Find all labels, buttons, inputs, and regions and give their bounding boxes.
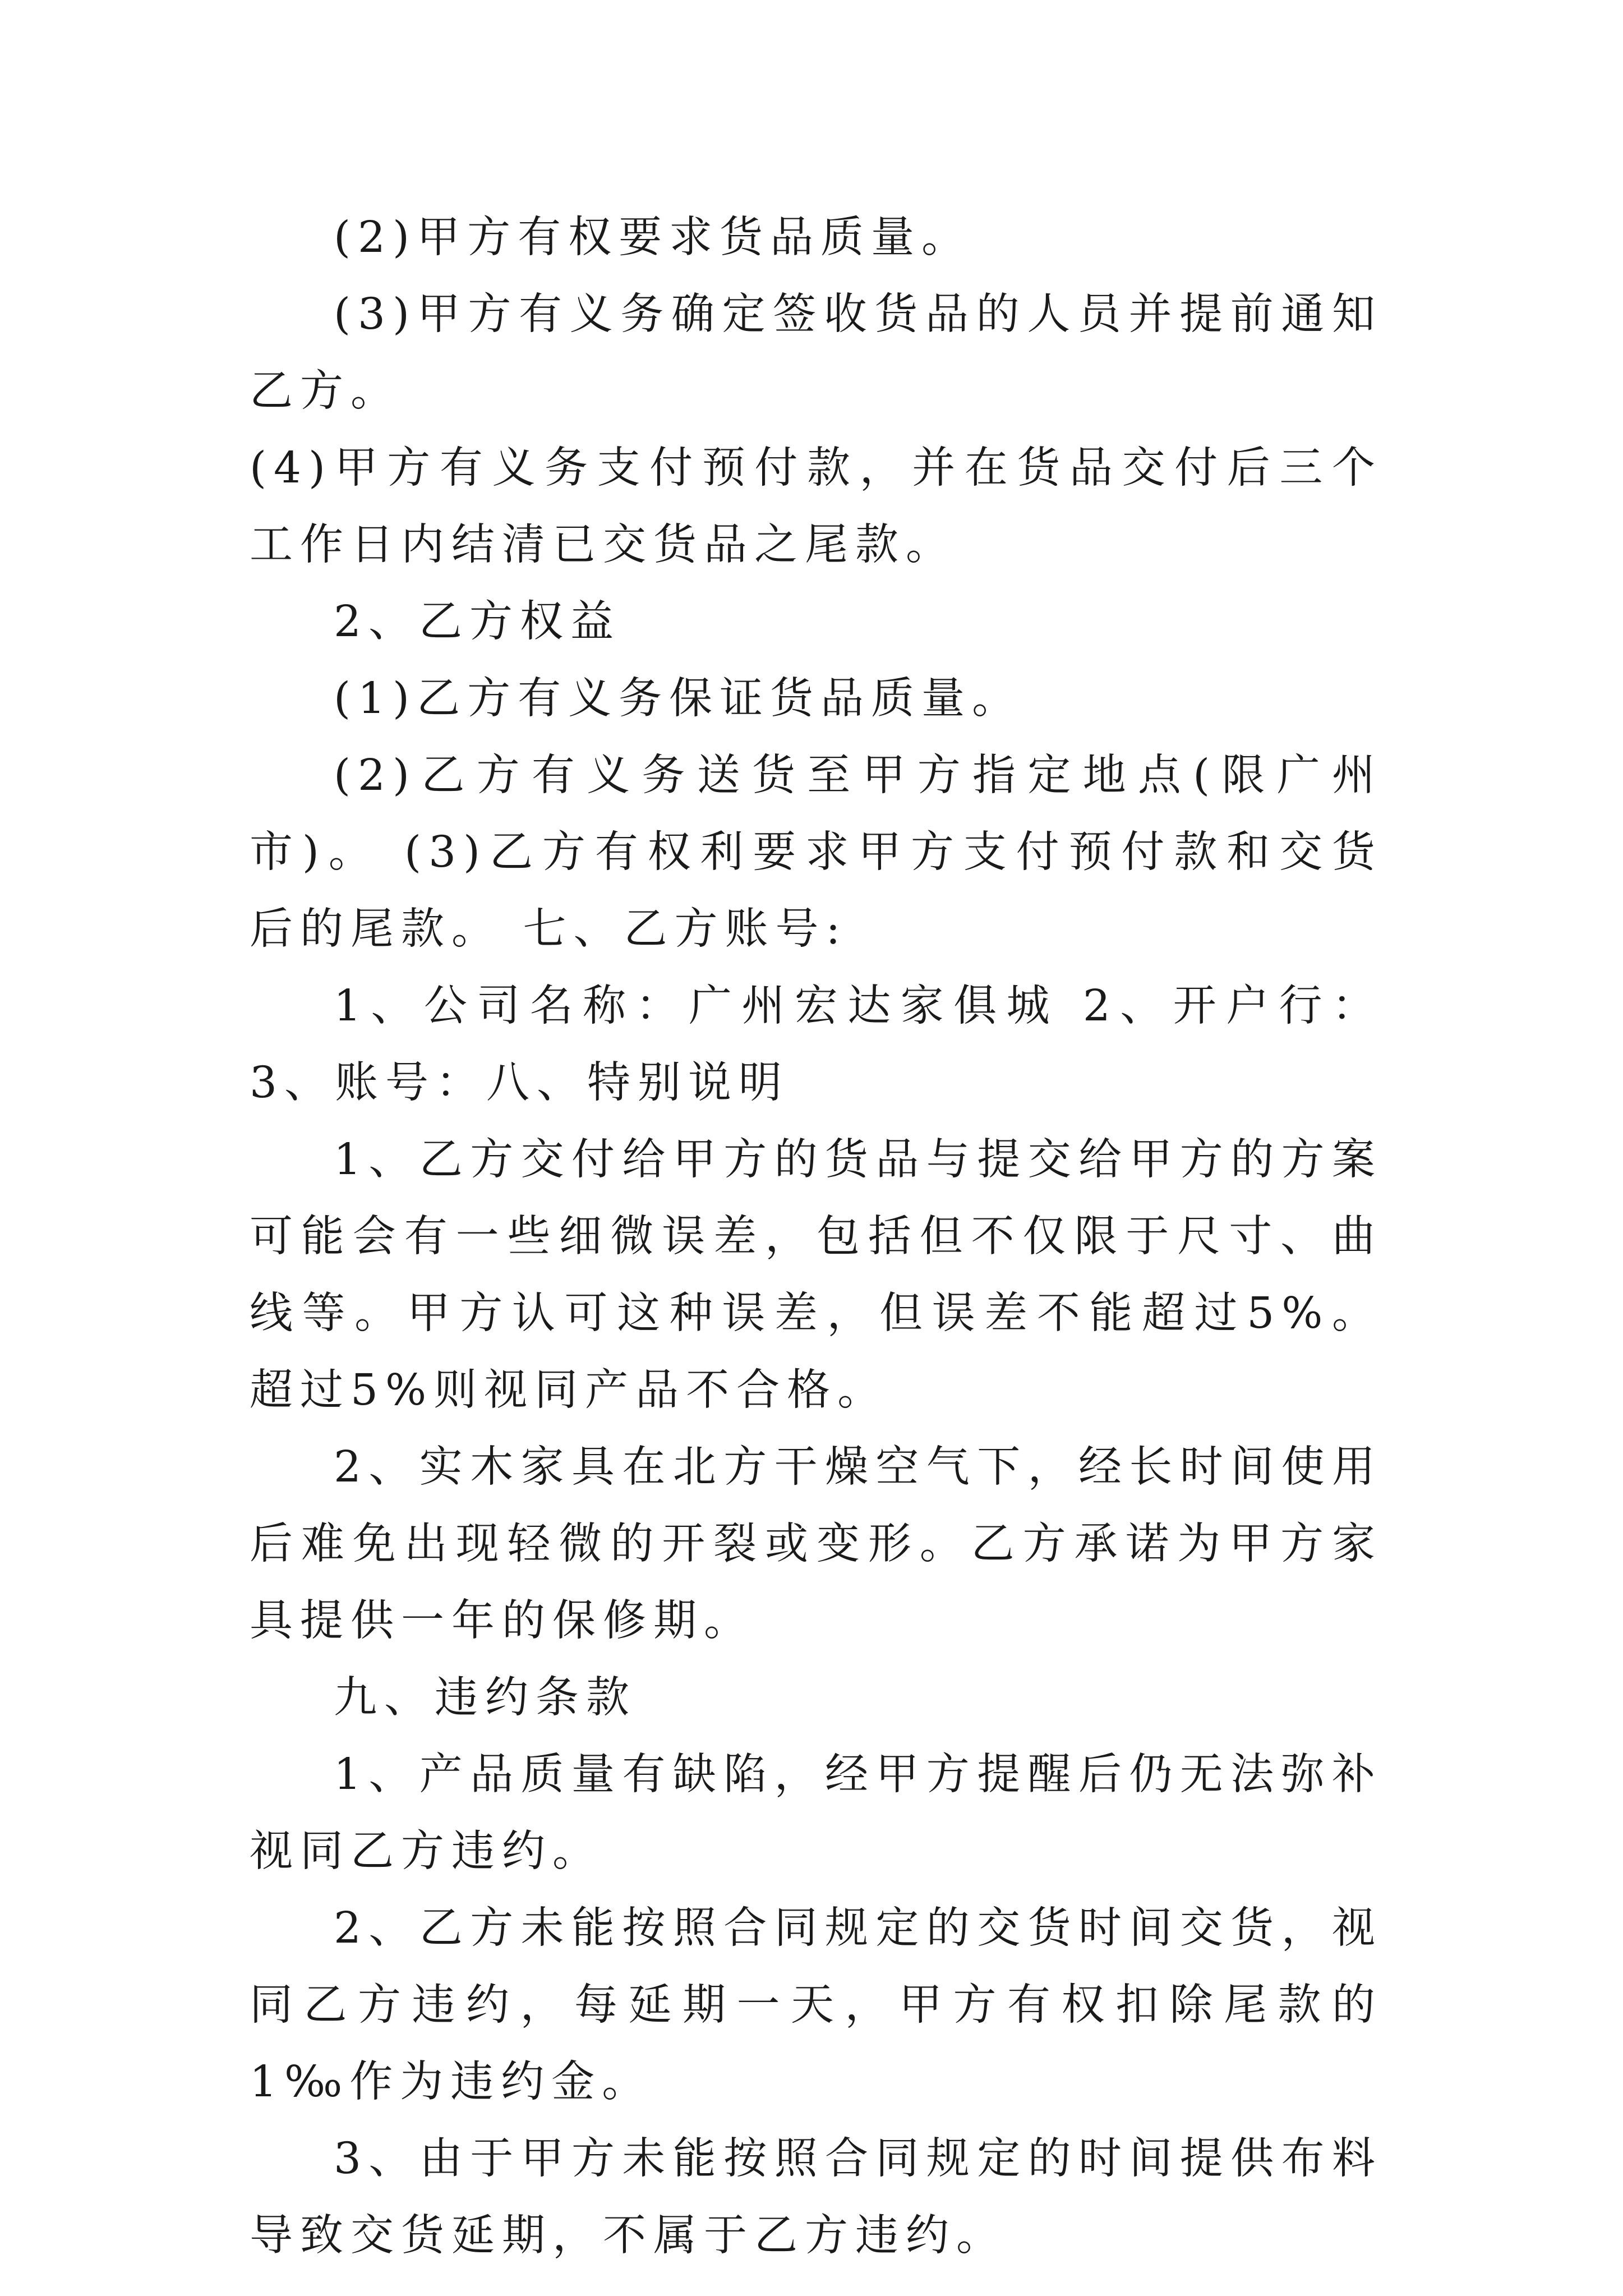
paragraph-buyer-duty-payment: (4)甲方有义务支付预付款，并在货品交付后三个工作日内结清已交货品之尾款。 bbox=[250, 443, 1382, 570]
paragraph-breach-quality: 1、产品质量有缺陷，经甲方提醒后仍无法弥补视同乙方违约。 bbox=[250, 1750, 1382, 1876]
paragraph-special-note-warranty: 2、实木家具在北方干燥空气下，经长时间使用后难免出现轻微的开裂或变形。乙方承诺为甲方家具提供一年的保修期。 bbox=[250, 1442, 1382, 1646]
document-body bbox=[250, 199, 1382, 2274]
paragraph-breach-delay: 2、乙方未能按照合同规定的交货时间交货，视同乙方违约，每延期一天，甲方有权扣除尾款的1‰作为违约金。 bbox=[250, 1903, 1382, 2107]
paragraph-breach-fabric: 3、由于甲方未能按照合同规定的时间提供布料导致交货延期，不属于乙方违约。 bbox=[250, 2134, 1382, 2261]
paragraph-company-account: 1、公司名称：广州宏达家俱城 2、开户行： 3、账号：八、特别说明 bbox=[250, 981, 1382, 1108]
paragraph-buyer-duty-receiver: (3)甲方有义务确定签收货品的人员并提前通知乙方。 bbox=[250, 289, 1382, 416]
paragraph-seller-duty-delivery: (2)乙方有义务送货至甲方指定地点(限广州市)。 (3)乙方有权利要求甲方支付预付款和交货后的尾款。 七、乙方账号: bbox=[250, 751, 1382, 954]
heading-seller-rights: 2、乙方权益 bbox=[334, 597, 621, 647]
paragraph-seller-duty-quality: (1)乙方有义务保证货品质量。 bbox=[334, 674, 1023, 724]
paragraph-special-note-tolerance: 1、乙方交付给甲方的货品与提交给甲方的方案可能会有一些细微误差，包括但不仅限于尺寸、曲线等。甲方认可这种误差，但误差不能超过5%。超过5%则视同产品不合格。 bbox=[250, 1135, 1382, 1415]
paragraph-buyer-right-quality: (2)甲方有权要求货品质量。 bbox=[334, 213, 972, 263]
heading-breach-terms: 九、违约条款 bbox=[334, 1673, 637, 1723]
